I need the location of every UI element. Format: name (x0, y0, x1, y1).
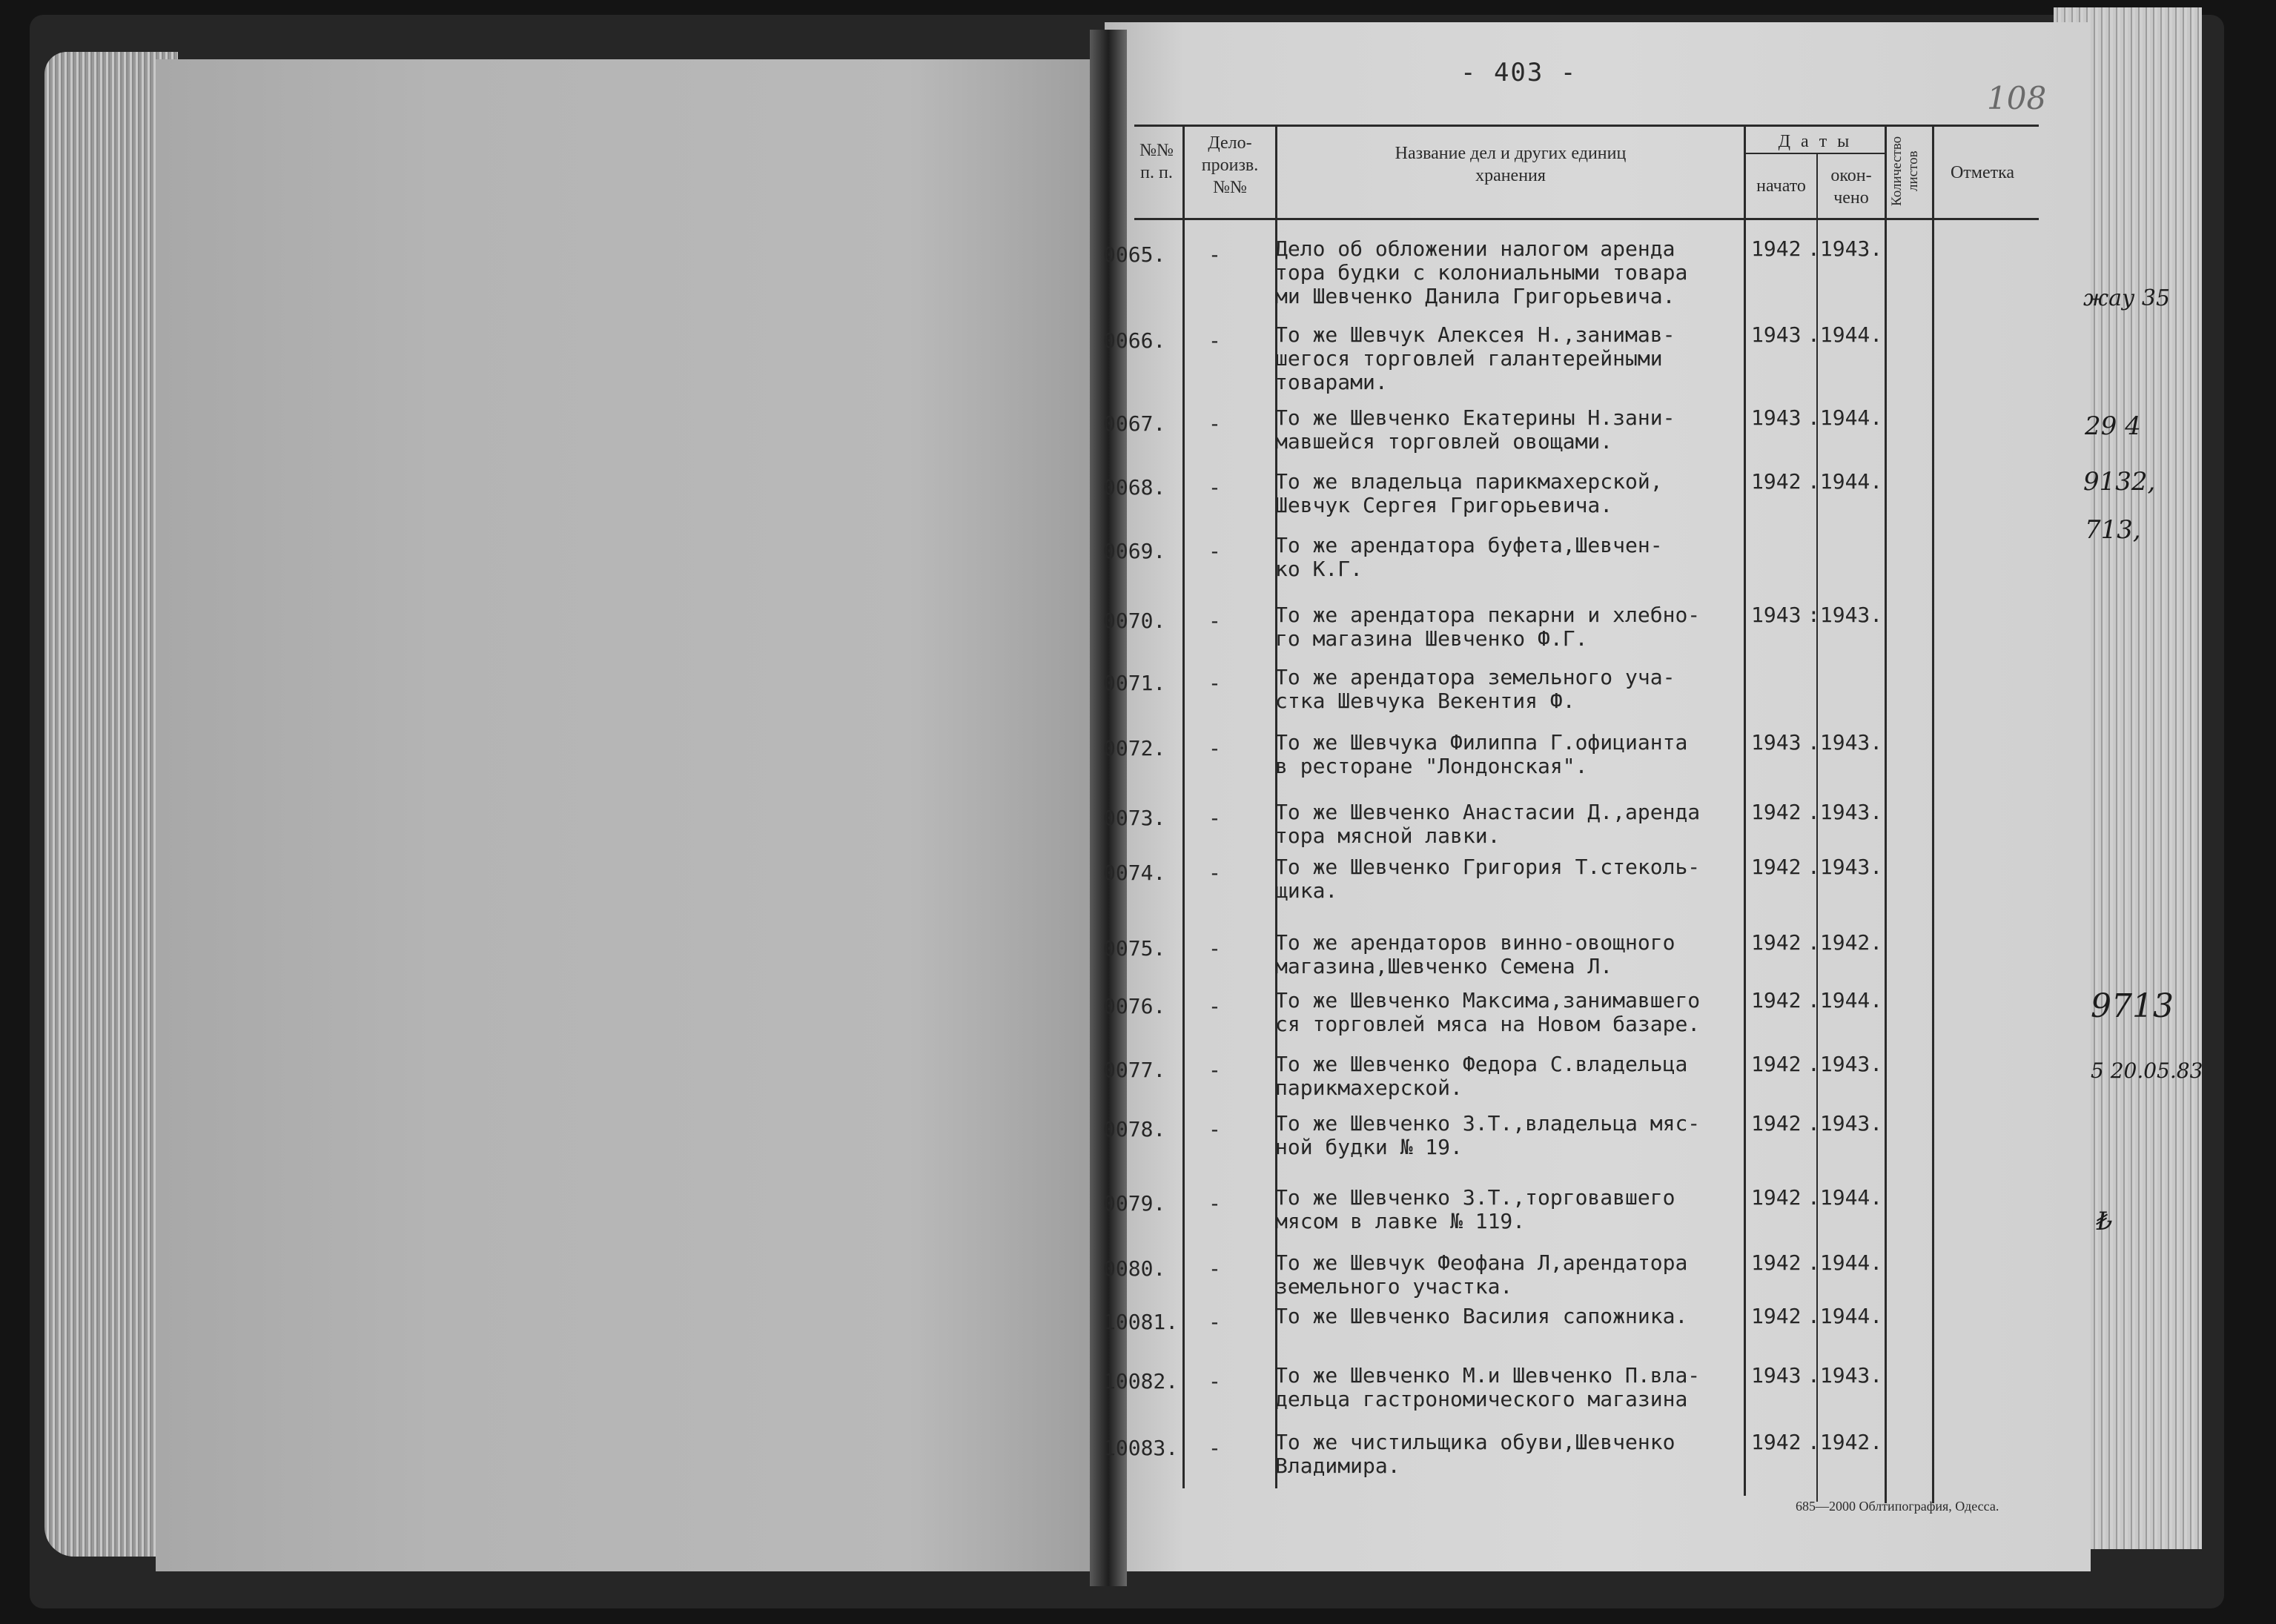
row-title: То же Шевченко Григория Т.стеколь- щика. (1275, 855, 1701, 903)
row-title: То же Шевченко Василия сапожника. (1275, 1304, 1688, 1328)
row-delo-dash: - (1208, 539, 1221, 563)
row-end-year: .1942. (1807, 1430, 1883, 1454)
row-title: То же арендатора буфета,Шевчен- ко К.Г. (1275, 533, 1663, 581)
margin-note: 5 20.05.83 (2091, 1058, 2203, 1083)
row-title: То же Шевчук Феофана Л,арендатора земельного участка. (1275, 1250, 1688, 1299)
row-end-year: .1944. (1807, 469, 1883, 494)
row-title: То же арендатора земельного уча- стка Шевчука Векентия Ф. (1275, 665, 1675, 713)
row-delo-dash: - (1208, 411, 1221, 436)
row-title: То же Шевченко Федора С.владельца парикмахерской. (1275, 1052, 1688, 1100)
header-sheets: Количество листов (1889, 136, 1921, 207)
row-end-year: .1943. (1807, 855, 1883, 879)
row-delo-dash: - (1208, 1436, 1221, 1460)
row-delo-dash: - (1208, 1058, 1221, 1082)
row-start-year: 1942 (1751, 855, 1802, 879)
header-number: №№ п. п. (1139, 141, 1174, 182)
row-number: 0080. (1103, 1256, 1166, 1281)
row-end-year: .1943. (1807, 800, 1883, 824)
row-number: 10082. (1103, 1369, 1179, 1393)
row-end-year: .1943. (1807, 236, 1883, 261)
row-start-year: 1942 (1751, 469, 1802, 494)
margin-note: 29 4 (2085, 411, 2141, 441)
row-start-year: 1942 (1751, 800, 1802, 824)
table-top-rule (1134, 125, 2039, 127)
row-start-year: 1942 (1751, 1111, 1802, 1136)
row-start-year: 1942 (1751, 1250, 1802, 1275)
header-start: начато (1756, 176, 1806, 196)
margin-note: 9132, (2083, 467, 2156, 497)
row-delo-dash: - (1208, 806, 1221, 830)
row-title: То же Шевченко З.Т.,торговавшего мясом в лавке № 119. (1275, 1185, 1675, 1233)
row-end-year: .1944. (1807, 322, 1883, 347)
margin-note: 9713 (2091, 987, 2174, 1025)
row-title: То же Шевченко З.Т.,владельца мяс- ной будки № 19. (1275, 1111, 1701, 1159)
row-title: То же чистильщика обуви,Шевченко Владимира. (1275, 1430, 1675, 1478)
row-delo-dash: - (1208, 861, 1221, 885)
row-title: То же арендатора пекарни и хлебно- го магазина Шевченко Ф.Г. (1275, 603, 1701, 651)
row-start-year: 1942 (1751, 930, 1802, 955)
row-delo-dash: - (1208, 994, 1221, 1018)
row-title: То же Шевченко Максима,занимавшего ся торговлей мяса на Новом базаре. (1275, 988, 1701, 1036)
row-start-year: 1942 (1751, 1430, 1802, 1454)
row-title: То же Шевченко Анастасии Д.,аренда тора мясной лавки. (1275, 800, 1701, 848)
row-number: 0065. (1103, 242, 1166, 267)
row-delo-dash: - (1208, 671, 1221, 695)
row-number: 0069. (1103, 539, 1166, 563)
row-start-year: 1942 (1751, 1304, 1802, 1328)
row-start-year: 1942 (1751, 1185, 1802, 1210)
row-delo-dash: - (1208, 242, 1221, 267)
margin-note: жау 35 (2083, 285, 2171, 311)
row-start-year: 1942 (1751, 1052, 1802, 1076)
row-end-year: :1943. (1807, 603, 1883, 627)
column-rule (1932, 125, 1934, 1503)
row-number: 0078. (1103, 1117, 1166, 1141)
row-number: 0071. (1103, 671, 1166, 695)
row-delo-dash: - (1208, 736, 1221, 760)
row-title: То же владельца парикмахерской, Шевчук Сергея Григорьевича. (1275, 469, 1663, 517)
folio-number: 108 (1987, 80, 2047, 116)
row-delo-dash: - (1208, 1256, 1221, 1281)
row-delo-dash: - (1208, 475, 1221, 500)
header-end: окон- чено (1830, 166, 1872, 208)
row-number: 10083. (1103, 1436, 1179, 1460)
row-start-year: 1943 (1751, 322, 1802, 347)
header-dates: Д а т ы (1778, 132, 1853, 151)
row-end-year: .1943. (1807, 1363, 1883, 1388)
header-title: Название дел и других единиц хранения (1395, 144, 1627, 185)
row-delo-dash: - (1208, 1117, 1221, 1141)
row-end-year: .1942. (1807, 930, 1883, 955)
row-end-year: .1943. (1807, 1052, 1883, 1076)
margin-note: ₺ (2097, 1207, 2113, 1236)
row-number: 0068. (1103, 475, 1166, 500)
printer-imprint: 685—2000 Облтипография, Одесса. (1796, 1499, 1999, 1514)
row-number: 0072. (1103, 736, 1166, 760)
row-delo-dash: - (1208, 328, 1221, 353)
row-end-year: .1944. (1807, 405, 1883, 430)
row-number: 0079. (1103, 1191, 1166, 1216)
row-start-year: 1942 (1751, 236, 1802, 261)
row-number: 0075. (1103, 936, 1166, 961)
row-number: 0067. (1103, 411, 1166, 436)
row-delo-dash: - (1208, 609, 1221, 633)
column-rule (1744, 125, 1746, 1496)
row-title: То же Шевчук Алексея Н.,занимав- шегося торговлей галантерейными товарами. (1275, 322, 1675, 394)
row-end-year: .1943. (1807, 730, 1883, 755)
margin-note: 713, (2085, 515, 2141, 545)
dates-rule (1744, 153, 1885, 154)
row-number: 10081. (1103, 1310, 1179, 1334)
row-start-year: 1943 (1751, 1363, 1802, 1388)
row-number: 0070. (1103, 609, 1166, 633)
row-title: То же арендаторов винно-овощного магазина,Шевченко Семена Л. (1275, 930, 1675, 978)
row-end-year: .1944. (1807, 1185, 1883, 1210)
column-rule (1885, 125, 1887, 1503)
row-number: 0066. (1103, 328, 1166, 353)
row-end-year: .1944. (1807, 988, 1883, 1012)
table-header-rule (1134, 218, 2039, 220)
row-start-year: 1943 (1751, 603, 1802, 627)
row-number: 0077. (1103, 1058, 1166, 1082)
row-number: 0073. (1103, 806, 1166, 830)
row-start-year: 1943 (1751, 730, 1802, 755)
left-page-blank (156, 59, 1097, 1571)
row-delo-dash: - (1208, 936, 1221, 961)
row-delo-dash: - (1208, 1310, 1221, 1334)
row-start-year: 1942 (1751, 988, 1802, 1012)
row-title: То же Шевченко М.и Шевченко П.вла- дельца гастрономического магазина (1275, 1363, 1701, 1411)
row-title: То же Шевчука Филиппа Г.официанта в ресторане "Лондонская". (1275, 730, 1688, 778)
row-delo-dash: - (1208, 1369, 1221, 1393)
header-note: Отметка (1950, 163, 2015, 182)
row-end-year: .1944. (1807, 1304, 1883, 1328)
page-number: - 403 - (1460, 58, 1578, 87)
row-number: 0074. (1103, 861, 1166, 885)
row-title: То же Шевченко Екатерины Н.зани- мавшейся торговлей овощами. (1275, 405, 1675, 454)
column-rule (1816, 153, 1818, 1502)
header-delo: Дело- произв. №№ (1201, 133, 1259, 197)
row-start-year: 1943 (1751, 405, 1802, 430)
row-title: Дело об обложении налогом аренда тора будки с колониальными товара ми Шевченко Данила Григорьевича. (1275, 236, 1688, 308)
row-number: 0076. (1103, 994, 1166, 1018)
row-end-year: .1943. (1807, 1111, 1883, 1136)
row-delo-dash: - (1208, 1191, 1221, 1216)
row-end-year: .1944. (1807, 1250, 1883, 1275)
